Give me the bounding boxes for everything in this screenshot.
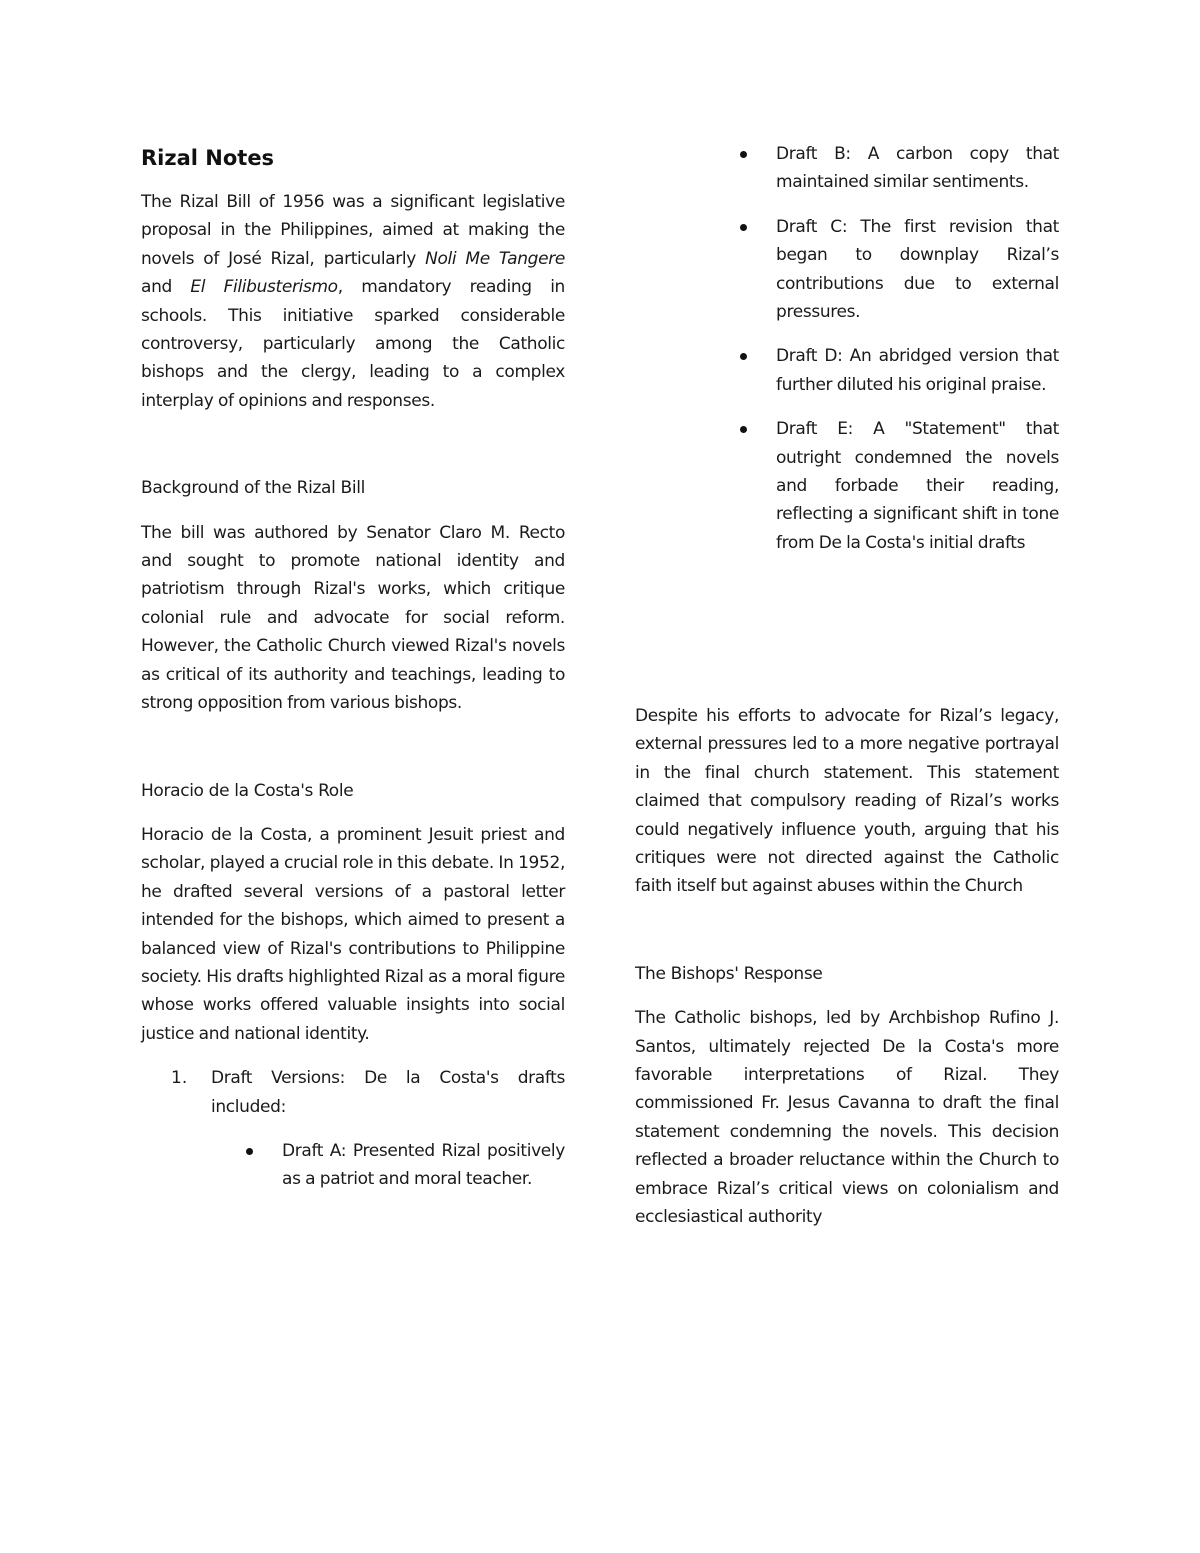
draft-a-item xyxy=(282,1137,565,1194)
intro-text-2: , mandatory reading in schools. This initiative sparked considerable controversy, particularly among the Catholic bishops and the clergy, leading to a complex interplay of opinions and responses. xyxy=(141,277,565,411)
draft-versions-item xyxy=(171,1064,565,1194)
draft-b-item xyxy=(776,140,1059,197)
draft-versions-label: Draft Versions: De la Costa's drafts included: xyxy=(211,1068,565,1117)
left-column xyxy=(141,140,565,1210)
bullet-dot-icon xyxy=(740,224,747,231)
bishops-response-paragraph: The Catholic bishops, led by Archbishop Rufino J. Santos, ultimately rejected De la Costa's more favorable interpretations of Rizal. They commissioned Fr. Jesus Cavanna to draft the final statement condemning the novels. This decision reflected a broader reluctance within the Church to embrace Rizal’s critical views on colonialism and ecclesiastical authority xyxy=(635,1008,1059,1228)
novel-title-noli: Noli Me Tangere xyxy=(425,248,565,269)
draft-d-item xyxy=(776,342,1059,399)
right-column xyxy=(635,702,1059,1232)
draft-bullets-right xyxy=(741,140,1059,573)
draft-bullets-left xyxy=(211,1137,565,1194)
intro-paragraph xyxy=(141,188,565,415)
costa-role-heading: Horacio de la Costa's Role xyxy=(141,780,354,801)
intro-text-1: The Rizal Bill of 1956 was a significant legislative proposal in the Philippines, aimed at making the novels of José Rizal, particularly xyxy=(141,192,565,269)
draft-b-text: Draft B: A carbon copy that maintained similar sentiments. xyxy=(776,144,1059,193)
bullet-dot-icon xyxy=(246,1148,253,1155)
draft-versions-list xyxy=(141,1064,565,1194)
draft-e-item xyxy=(776,415,1059,557)
draft-a-text: Draft A: Presented Rizal positively as a patriot and moral teacher. xyxy=(282,1140,565,1190)
costa-role-paragraph: Horacio de la Costa, a prominent Jesuit priest and scholar, played a crucial role in this debate. In 1952, he drafted several versions of a pastoral letter intended for the bishops, which aimed to present a balanced view of Rizal's contributions to Philippine society. His drafts highlighted Rizal as a moral figure whose works offered valuable insights into social justice and national identity. xyxy=(141,824,565,1044)
bishops-response-heading: The Bishops' Response xyxy=(635,963,823,984)
draft-d-text: Draft D: An abridged version that further diluted his original praise. xyxy=(776,346,1059,395)
bullet-dot-icon xyxy=(740,426,747,433)
background-paragraph: The bill was authored by Senator Claro M. Recto and sought to promote national identity and patriotism through Rizal's works, which critique colonial rule and advocate for social reform. However, the Catholic Church viewed Rizal's novels as critical of its authority and teachings, leading to strong opposition from various bishops. xyxy=(141,522,565,714)
draft-c-item xyxy=(776,213,1059,327)
draft-c-text: Draft C: The first revision that began to downplay Rizal’s contributions due to external pressures. xyxy=(776,216,1059,323)
background-heading: Background of the Rizal Bill xyxy=(141,478,365,499)
bullet-dot-icon xyxy=(740,151,747,158)
draft-e-text: Draft E: A "Statement" that outright condemned the novels and forbade their reading, reflecting a significant shift in tone from De la Costa's initial drafts xyxy=(776,419,1059,553)
despite-paragraph: Despite his efforts to advocate for Rizal’s legacy, external pressures led to a more negative portrayal in the final church statement. This statement claimed that compulsory reading of Rizal’s works could negatively influence youth, arguing that his critiques were not directed against the Catholic faith itself but against abuses within the Church xyxy=(635,706,1059,897)
bullet-dot-icon xyxy=(740,353,747,360)
draft-bullets-right-list xyxy=(741,140,1059,557)
document-title: Rizal Notes xyxy=(141,146,275,170)
novel-title-el-fili: El Filibusterismo xyxy=(190,277,338,298)
intro-and: and xyxy=(141,277,191,298)
list-number: 1. xyxy=(171,1068,188,1089)
